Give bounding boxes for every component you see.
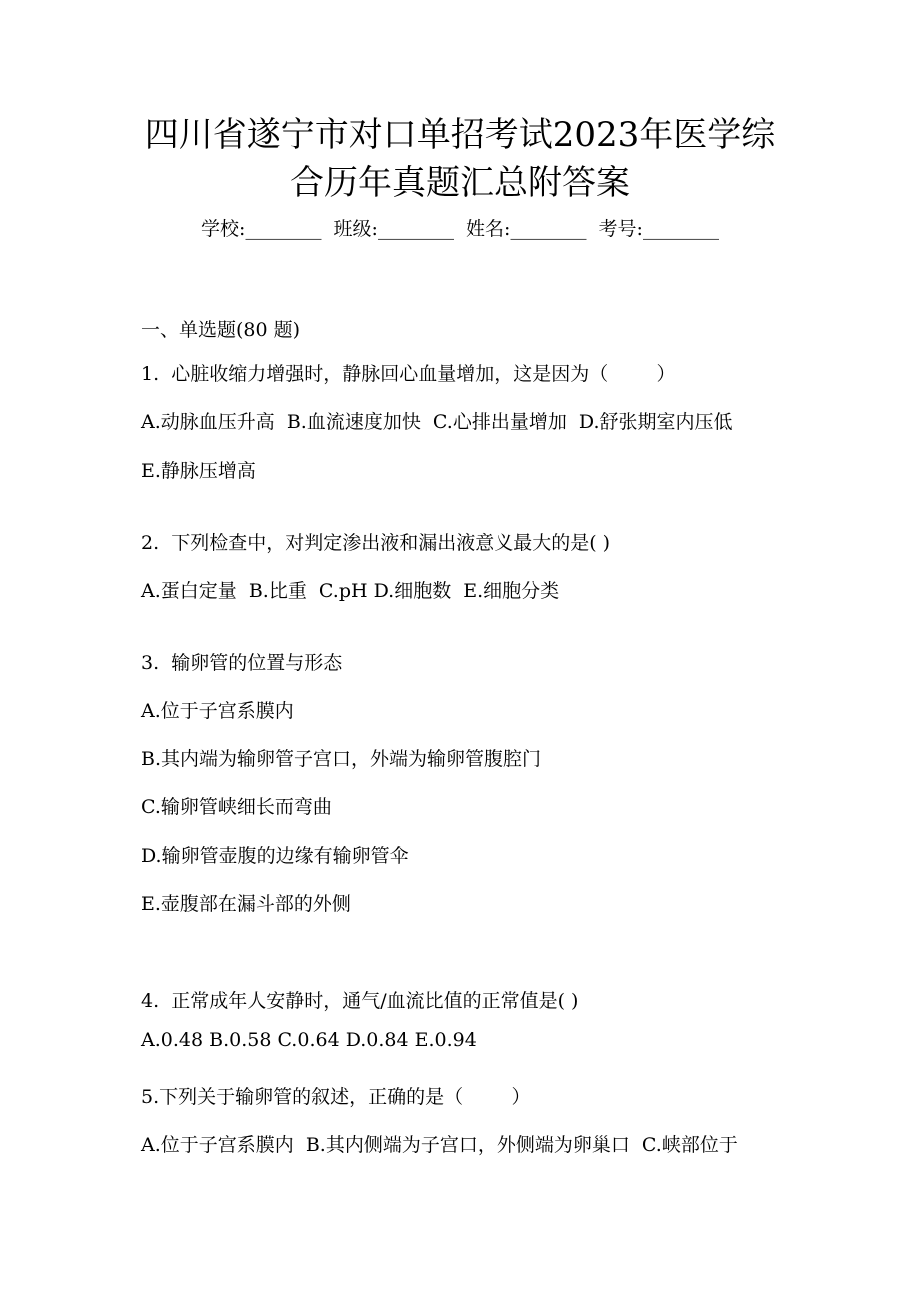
exam-number-field: 考号:________ [598,218,719,240]
question-3-option-e: E.壶腹部在漏斗部的外侧 [141,893,351,915]
question-3-stem: 3. 输卵管的位置与形态 [141,652,343,674]
question-4-stem: 4. 正常成年人安静时，通气/血流比值的正常值是( ) [141,990,579,1012]
question-3-option-b: B.其内端为输卵管子宫口，外端为输卵管腹腔门 [141,748,542,770]
question-5-stem: 5.下列关于输卵管的叙述，正确的是（ ） [141,1086,531,1108]
question-2-stem: 2. 下列检查中，对判定渗出液和漏出液意义最大的是( ) [141,532,611,554]
question-3-option-c: C.输卵管峡细长而弯曲 [141,796,332,818]
question-3-option-a: A.位于子宫系膜内 [141,700,294,722]
school-field: 学校:________ [201,218,322,240]
question-2-option-line-1: A.蛋白定量 B.比重 C.pH D.细胞数 E.细胞分类 [141,580,560,602]
question-1-stem: 1. 心脏收缩力增强时，静脉回心血量增加，这是因为（ ） [141,363,676,385]
question-3-option-d: D.输卵管壶腹的边缘有输卵管伞 [141,845,409,867]
document-title-line-1: 四川省遂宁市对口单招考试2023年医学综 [144,115,776,155]
question-5-option-line-1: A.位于子宫系膜内 B.其内侧端为子宫口，外侧端为卵巢口 C.峡部位于 [141,1134,738,1156]
question-1-option-line-2: E.静脉压增高 [141,460,256,482]
question-4-option-line-1: A.0.48 B.0.58 C.0.64 D.0.84 E.0.94 [141,1029,477,1051]
class-field: 班级:________ [333,218,454,240]
section-heading: 一、单选题(80 题) [141,319,301,341]
question-1-option-line-1: A.动脉血压升高 B.血流速度加快 C.心排出量增加 D.舒张期室内压低 [141,411,733,433]
student-info-line [0,215,920,243]
name-field: 姓名:________ [466,218,587,240]
document-title-line-2: 合历年真题汇总附答案 [290,163,630,203]
